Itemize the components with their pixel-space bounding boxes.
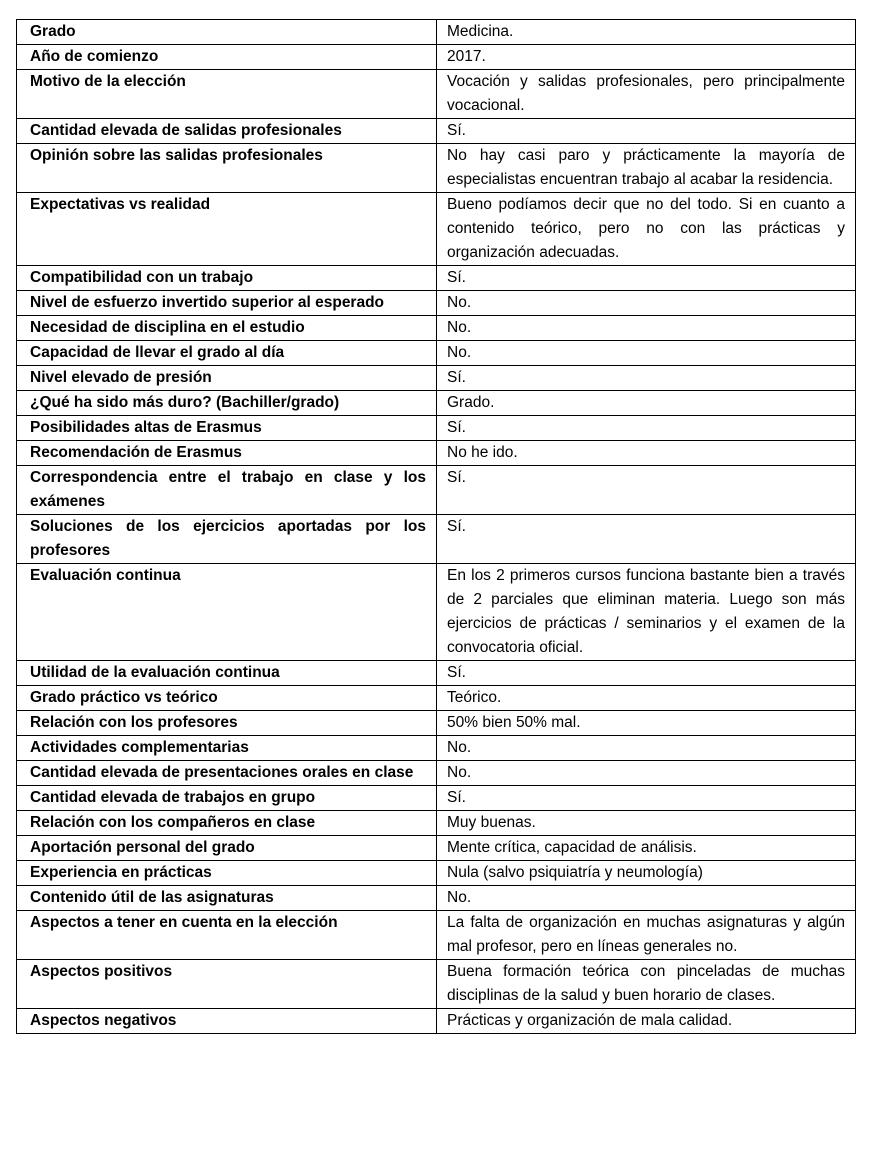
question-cell: Capacidad de llevar el grado al día [17, 341, 437, 366]
question-cell: Opinión sobre las salidas profesionales [17, 144, 437, 193]
question-cell: Posibilidades altas de Erasmus [17, 416, 437, 441]
table-row [17, 786, 856, 811]
answer-cell: Vocación y salidas profesionales, pero principalmente vocacional. [437, 70, 856, 119]
question-cell: Cantidad elevada de salidas profesionales [17, 119, 437, 144]
answer-cell: Teórico. [437, 686, 856, 711]
answer-cell: Sí. [437, 466, 856, 515]
answer-cell: Prácticas y organización de mala calidad. [437, 1009, 856, 1034]
table-row [17, 193, 856, 266]
answer-cell: No. [437, 316, 856, 341]
answer-cell: No. [437, 761, 856, 786]
answer-cell: No. [437, 291, 856, 316]
question-cell: Utilidad de la evaluación continua [17, 661, 437, 686]
question-cell: Relación con los compañeros en clase [17, 811, 437, 836]
question-cell: Nivel de esfuerzo invertido superior al esperado [17, 291, 437, 316]
table-row [17, 70, 856, 119]
survey-table [16, 19, 856, 1034]
table-row [17, 291, 856, 316]
table-row [17, 144, 856, 193]
question-cell: Grado práctico vs teórico [17, 686, 437, 711]
question-cell: Año de comienzo [17, 45, 437, 70]
table-row [17, 441, 856, 466]
answer-cell: En los 2 primeros cursos funciona bastante bien a través de 2 parciales que eliminan materia. Luego son más ejercicios de prácticas / seminarios y el examen de la convocatoria oficial. [437, 564, 856, 661]
table-row [17, 761, 856, 786]
question-cell: Aspectos negativos [17, 1009, 437, 1034]
answer-cell: Grado. [437, 391, 856, 416]
answer-cell: Sí. [437, 266, 856, 291]
answer-cell: Sí. [437, 515, 856, 564]
question-cell: Contenido útil de las asignaturas [17, 886, 437, 911]
question-cell: Nivel elevado de presión [17, 366, 437, 391]
question-cell: Recomendación de Erasmus [17, 441, 437, 466]
table-row [17, 861, 856, 886]
answer-cell: Sí. [437, 416, 856, 441]
question-cell: Grado [17, 20, 437, 45]
question-cell: Necesidad de disciplina en el estudio [17, 316, 437, 341]
table-row [17, 1009, 856, 1034]
table-row [17, 661, 856, 686]
answer-cell: Bueno podíamos decir que no del todo. Si en cuanto a contenido teórico, pero no con las prácticas y organización adecuadas. [437, 193, 856, 266]
question-cell: Correspondencia entre el trabajo en clase y los exámenes [17, 466, 437, 515]
question-cell: Evaluación continua [17, 564, 437, 661]
question-cell: Experiencia en prácticas [17, 861, 437, 886]
answer-cell: 50% bien 50% mal. [437, 711, 856, 736]
table-row [17, 366, 856, 391]
table-row [17, 515, 856, 564]
answer-cell: No hay casi paro y prácticamente la mayoría de especialistas encuentran trabajo al acabar la residencia. [437, 144, 856, 193]
answer-cell: Sí. [437, 661, 856, 686]
question-cell: Relación con los profesores [17, 711, 437, 736]
table-row [17, 316, 856, 341]
table-row [17, 911, 856, 960]
question-cell: Motivo de la elección [17, 70, 437, 119]
table-row [17, 960, 856, 1009]
table-row [17, 711, 856, 736]
answer-cell: No. [437, 886, 856, 911]
question-cell: Soluciones de los ejercicios aportadas por los profesores [17, 515, 437, 564]
question-cell: ¿Qué ha sido más duro? (Bachiller/grado) [17, 391, 437, 416]
survey-table-body [17, 20, 856, 1034]
question-cell: Compatibilidad con un trabajo [17, 266, 437, 291]
answer-cell: No he ido. [437, 441, 856, 466]
table-row [17, 886, 856, 911]
answer-cell: La falta de organización en muchas asignaturas y algún mal profesor, pero en líneas generales no. [437, 911, 856, 960]
question-cell: Aspectos positivos [17, 960, 437, 1009]
answer-cell: Muy buenas. [437, 811, 856, 836]
answer-cell: Medicina. [437, 20, 856, 45]
answer-cell: No. [437, 341, 856, 366]
answer-cell: Nula (salvo psiquiatría y neumología) [437, 861, 856, 886]
table-row [17, 736, 856, 761]
table-row [17, 836, 856, 861]
table-row [17, 811, 856, 836]
table-row [17, 564, 856, 661]
answer-cell: 2017. [437, 45, 856, 70]
question-cell: Aportación personal del grado [17, 836, 437, 861]
table-row [17, 466, 856, 515]
answer-cell: Sí. [437, 366, 856, 391]
table-row [17, 20, 856, 45]
question-cell: Cantidad elevada de trabajos en grupo [17, 786, 437, 811]
answer-cell: Mente crítica, capacidad de análisis. [437, 836, 856, 861]
question-cell: Expectativas vs realidad [17, 193, 437, 266]
table-row [17, 119, 856, 144]
table-row [17, 341, 856, 366]
answer-cell: No. [437, 736, 856, 761]
answer-cell: Buena formación teórica con pinceladas de muchas disciplinas de la salud y buen horario de clases. [437, 960, 856, 1009]
answer-cell: Sí. [437, 119, 856, 144]
question-cell: Actividades complementarias [17, 736, 437, 761]
table-row [17, 45, 856, 70]
table-row [17, 391, 856, 416]
question-cell: Cantidad elevada de presentaciones orales en clase [17, 761, 437, 786]
table-row [17, 416, 856, 441]
table-row [17, 686, 856, 711]
table-row [17, 266, 856, 291]
answer-cell: Sí. [437, 786, 856, 811]
question-cell: Aspectos a tener en cuenta en la elección [17, 911, 437, 960]
